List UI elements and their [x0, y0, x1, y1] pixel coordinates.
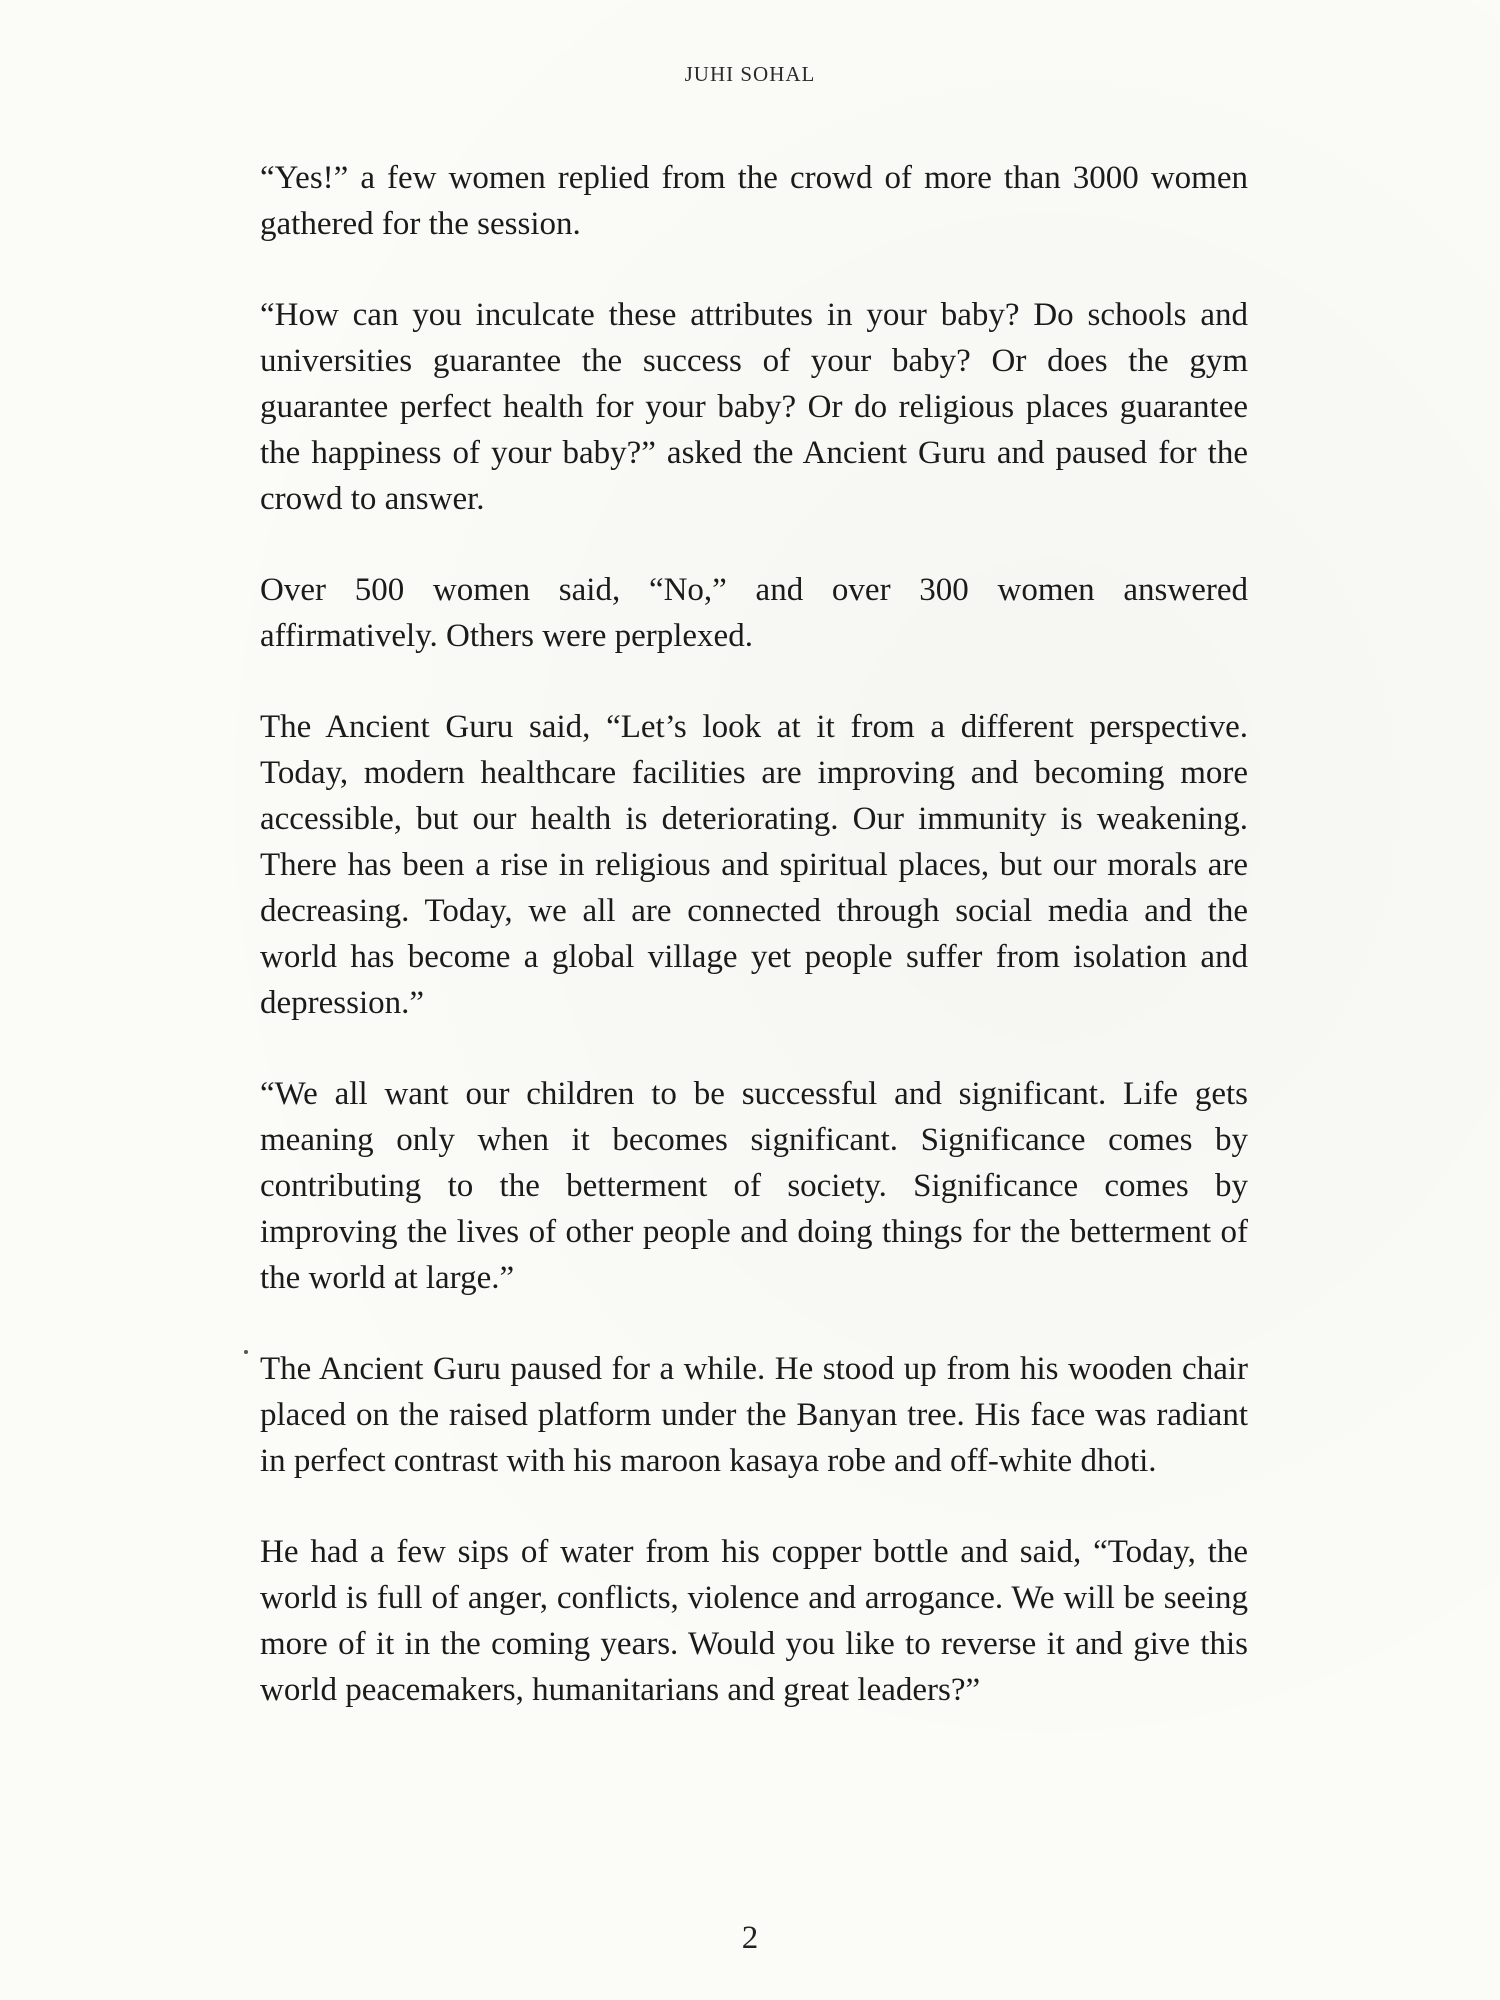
paragraph: He had a few sips of water from his copper bottle and said, “Today, the world is full of anger, conflicts, violence and arrogance. We will be seeing more of it in the coming years. Would you like to reverse it and give this world peacemakers, humanitarians and great leaders?”: [260, 1534, 1248, 1708]
paragraph: The Ancient Guru paused for a while. He stood up from his wooden chair placed on the raised platform under the Banyan tree. His face was radiant in perfect contrast with his maroon kasaya robe and off-white dhoti.: [260, 1351, 1248, 1479]
paragraph: “Yes!” a few women replied from the crowd of more than 3000 women gathered for the session.: [260, 160, 1248, 242]
margin-dot: [244, 1350, 248, 1354]
paragraph: Over 500 women said, “No,” and over 300 women answered affirmatively. Others were perplexed.: [260, 572, 1248, 654]
running-header: JUHI SOHAL: [684, 62, 816, 86]
paragraph: “We all want our children to be successful and significant. Life gets meaning only when it becomes significant. Significance comes by contributing to the betterment of society. Significance comes by improving the lives of other people and doing things for the betterment of the world at large.”: [260, 1076, 1248, 1296]
body-text: [260, 155, 1248, 1758]
paragraph: “How can you inculcate these attributes in your baby? Do schools and universities guarantee the success of your baby? Or does the gym guarantee perfect health for your baby? Or do religious places guarantee the happiness of your baby?” asked the Ancient Guru and paused for the crowd to answer.: [260, 297, 1248, 517]
paragraph: The Ancient Guru said, “Let’s look at it from a different perspective. Today, modern healthcare facilities are improving and becoming more accessible, but our health is deteriorating. Our immunity is weakening. There has been a rise in religious and spiritual places, but our morals are decreasing. Today, we all are connected through social media and the world has become a global village yet people suffer from isolation and depression.”: [260, 709, 1248, 1021]
page-number: 2: [741, 1920, 759, 1956]
